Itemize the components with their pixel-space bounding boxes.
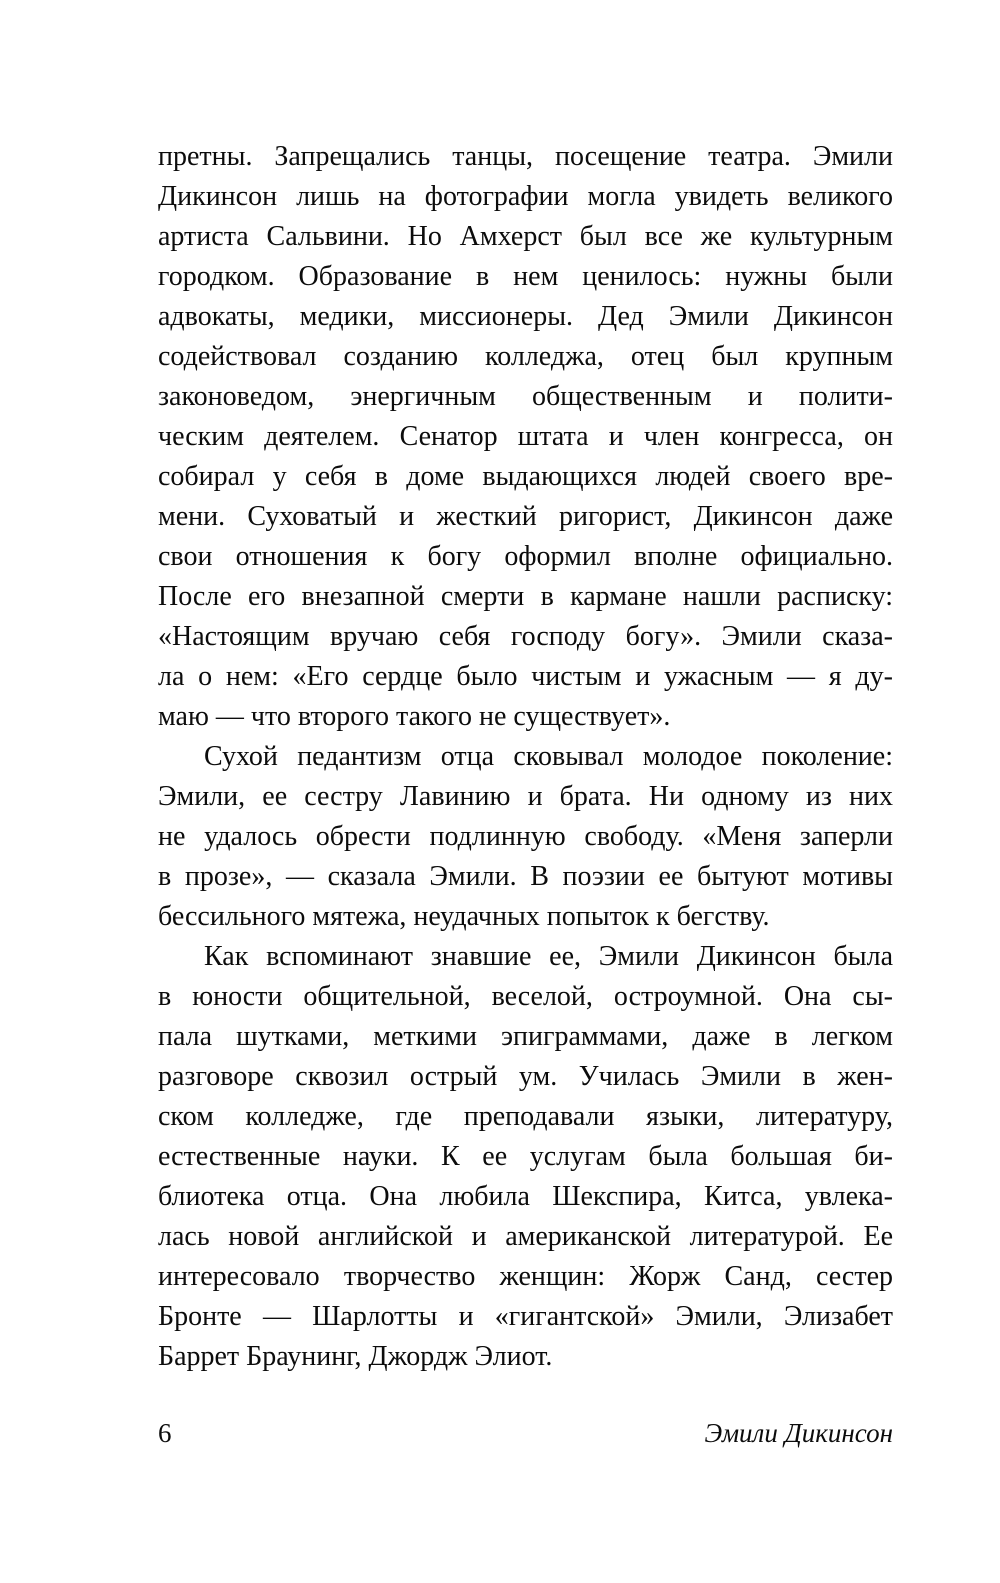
text-line: в юности общительной, веселой, остроумной. Она сы- (158, 981, 893, 1012)
text-line: в прозе», — сказала Эмили. В поэзии ее бытуют мотивы (158, 861, 893, 892)
text-line: «Настоящим вручаю себя господу богу». Эмили сказа- (158, 621, 893, 652)
text-line: не удалось обрести подлинную свободу. «Меня заперли (158, 821, 893, 852)
text-line: Сухой педантизм отца сковывал молодое поколение: (204, 741, 893, 772)
text-line: бессильного мятежа, неудачных попыток к бегству. (158, 901, 770, 932)
text-line: мени. Суховатый и жесткий ригорист, Дикинсон даже (158, 501, 893, 532)
text-line: артиста Сальвини. Но Амхерст был все же культурным (158, 221, 893, 252)
text-line: Эмили, ее сестру Лавинию и брата. Ни одному из них (158, 781, 893, 812)
text-line: ческим деятелем. Сенатор штата и член конгресса, он (158, 421, 893, 452)
paragraph (158, 737, 893, 937)
text-line: адвокаты, медики, миссионеры. Дед Эмили Дикинсон (158, 301, 893, 332)
paragraph (158, 937, 893, 1377)
text-line: Как вспоминают знавшие ее, Эмили Дикинсон была (204, 941, 893, 972)
text-line: ла о нем: «Его сердце было чистым и ужасным — я ду- (158, 661, 893, 692)
text-line: После его внезапной смерти в кармане нашли расписку: (158, 581, 893, 612)
text-line: разговоре сквозил острый ум. Училась Эмили в жен- (158, 1061, 893, 1092)
text-line: пала шутками, меткими эпиграммами, даже в легком (158, 1021, 893, 1052)
text-line: лась новой английской и американской литературой. Ее (158, 1221, 893, 1252)
text-line: маю — что второго такого не существует». (158, 701, 671, 732)
page-number: 6 (158, 1418, 172, 1448)
running-title: Эмили Дикинсон (704, 1418, 893, 1448)
page-footer (158, 1416, 893, 1450)
text-line: Баррет Браунинг, Джордж Элиот. (158, 1341, 553, 1372)
text-line: свои отношения к богу оформил вполне официально. (158, 541, 893, 572)
paragraph (158, 137, 893, 737)
page-text (158, 137, 893, 1377)
text-line: претны. Запрещались танцы, посещение театра. Эмили (158, 141, 893, 172)
text-line: блиотека отца. Она любила Шекспира, Китса, увлека- (158, 1181, 893, 1212)
text-line: Дикинсон лишь на фотографии могла увидеть великого (158, 181, 893, 212)
text-line: естественные науки. К ее услугам была большая би- (158, 1141, 893, 1172)
text-line: собирал у себя в доме выдающихся людей своего вре- (158, 461, 893, 492)
text-line: законоведом, энергичным общественным и полити- (158, 381, 893, 412)
text-line: содействовал созданию колледжа, отец был крупным (158, 341, 893, 372)
text-line: городком. Образование в нем ценилось: нужны были (158, 261, 893, 292)
text-line: интересовало творчество женщин: Жорж Санд, сестер (158, 1261, 893, 1292)
text-line: ском колледже, где преподавали языки, литературу, (158, 1101, 893, 1132)
text-line: Бронте — Шарлотты и «гигантской» Эмили, Элизабет (158, 1301, 893, 1332)
